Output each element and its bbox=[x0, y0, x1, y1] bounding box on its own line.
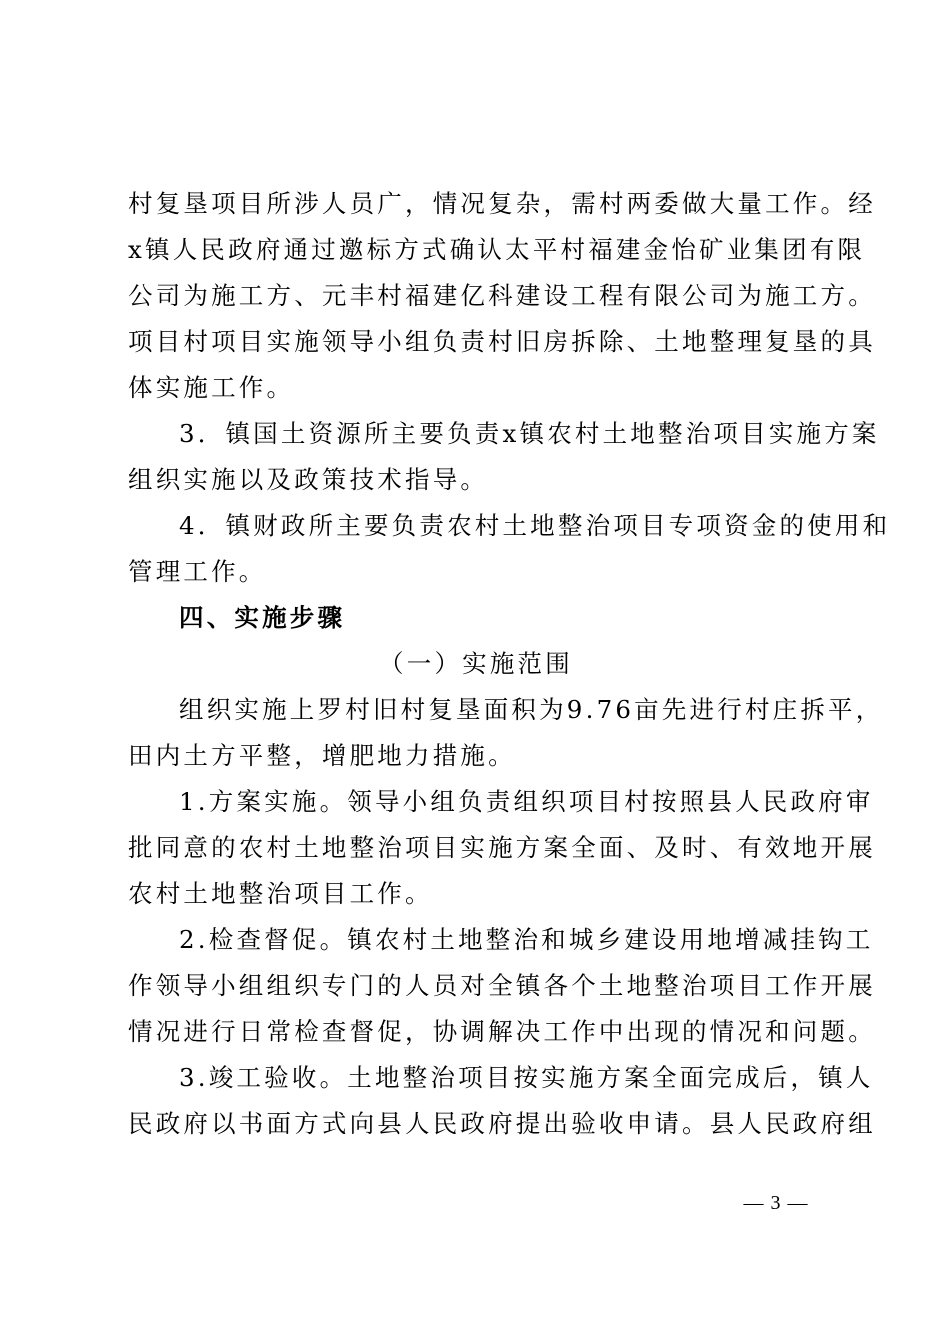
text-line: 作领导小组组织专门的人员对全镇各个土地整治项目工作开展 bbox=[128, 971, 876, 1000]
paragraph-step-1: 1.方案实施。领导小组负责组织项目村按照县人民政府审 bbox=[179, 787, 874, 816]
text-line: 情况进行日常检查督促，协调解决工作中出现的情况和问题。 bbox=[128, 1017, 876, 1046]
paragraph-step-3: 3.竣工验收。土地整治项目按实施方案全面完成后，镇人 bbox=[179, 1063, 874, 1092]
paragraph-start: 组织实施上罗村旧村复垦面积为9.76亩先进行村庄拆平， bbox=[179, 695, 884, 724]
text-line: x镇人民政府通过邀标方式确认太平村福建金怡矿业集团有限 bbox=[128, 235, 866, 264]
text-line: 村复垦项目所涉人员广，情况复杂，需村两委做大量工作。经 bbox=[128, 189, 876, 218]
text-line: 民政府以书面方式向县人民政府提出验收申请。县人民政府组 bbox=[128, 1109, 876, 1138]
text-line: 公司为施工方、元丰村福建亿科建设工程有限公司为施工方。 bbox=[128, 281, 876, 310]
page-number: — 3 — bbox=[743, 1192, 809, 1214]
text-line: 田内土方平整，增肥地力措施。 bbox=[128, 741, 516, 770]
text-line: 组织实施以及政策技术指导。 bbox=[128, 465, 489, 494]
text-line: 管理工作。 bbox=[128, 557, 267, 586]
text-line: 批同意的农村土地整治项目实施方案全面、及时、有效地开展 bbox=[128, 833, 876, 862]
text-line: 项目村项目实施领导小组负责村旧房拆除、土地整理复垦的具 bbox=[128, 327, 876, 356]
section-heading: 四、实施步骤 bbox=[179, 603, 346, 632]
paragraph-item-4: 4．镇财政所主要负责农村土地整治项目专项资金的使用和 bbox=[179, 511, 891, 540]
text-line: 体实施工作。 bbox=[128, 373, 295, 402]
paragraph-step-2: 2.检查督促。镇农村土地整治和城乡建设用地增减挂钩工 bbox=[179, 925, 874, 954]
paragraph-item-3: 3．镇国土资源所主要负责x镇农村土地整治项目实施方案 bbox=[179, 419, 880, 448]
subsection-heading: （一）实施范围 bbox=[379, 649, 573, 678]
document-body bbox=[128, 181, 891, 1147]
text-line: 农村土地整治项目工作。 bbox=[128, 879, 433, 908]
